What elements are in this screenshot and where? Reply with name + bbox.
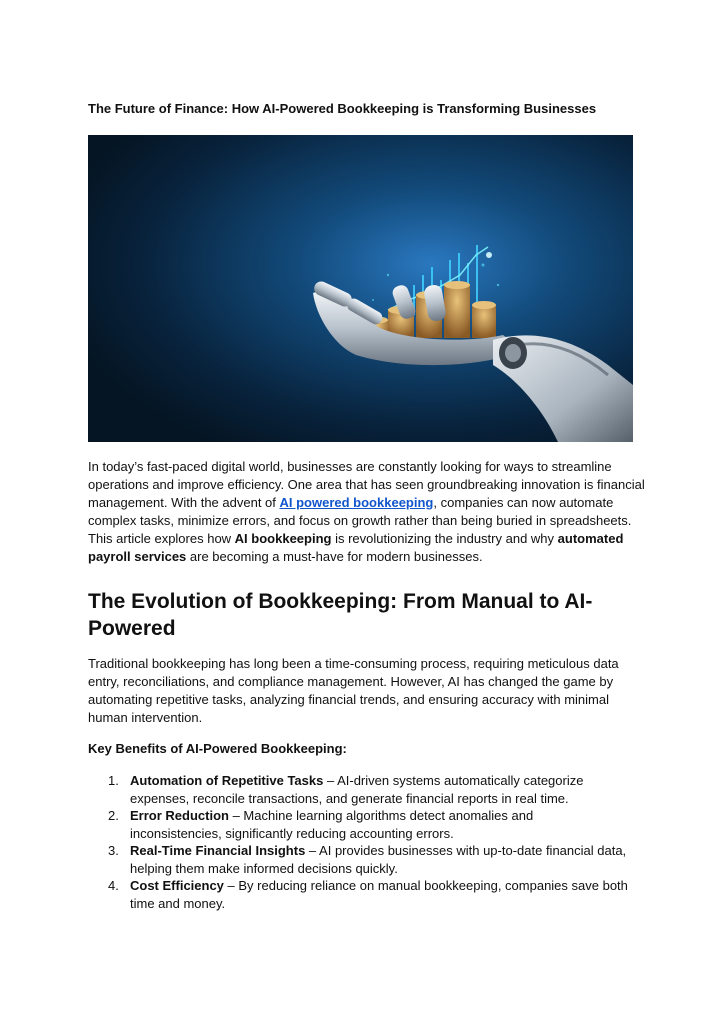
benefit-title: Automation of Repetitive Tasks (130, 773, 324, 788)
benefit-text: – AI provides businesses with up-to-date financial data, helping them make informed decisions quickly. (130, 843, 627, 876)
intro-text-1: In today’s fast-paced digital world, businesses are constantly looking for ways to streamline operations and improve efficiency. One area that has seen groundbreaking innovation is financial management. With the advent of (88, 459, 645, 510)
benefits-heading: Key Benefits of AI-Powered Bookkeeping: (88, 741, 347, 756)
benefit-item (88, 877, 628, 912)
ai-powered-bookkeeping-link[interactable]: AI powered bookkeeping (279, 495, 434, 510)
benefit-item (88, 807, 628, 842)
benefit-number: 1. (108, 773, 119, 788)
benefits-list (88, 772, 628, 912)
hero-image-robot-hand-coins (88, 135, 633, 442)
intro-bold-payroll: automated payroll services (88, 531, 624, 564)
page-title: The Future of Finance: How AI-Powered Bookkeeping is Transforming Businesses (88, 101, 597, 116)
benefit-number: 4. (108, 878, 119, 893)
section-heading: The Evolution of Bookkeeping: From Manual to AI-Powered (88, 590, 593, 640)
benefit-number: 2. (108, 808, 119, 823)
intro-text-2: , companies can now automate complex tasks, minimize errors, and focus on growth rather than being buried in spreadsheets. This article explores how (88, 495, 632, 546)
benefit-text: – Machine learning algorithms detect anomalies and inconsistencies, significantly reducing accounting errors. (130, 808, 534, 841)
benefit-title: Cost Efficiency (130, 878, 224, 893)
benefit-item (88, 842, 628, 877)
intro-bold-ai-bookkeeping: AI bookkeeping (234, 531, 332, 546)
intro-paragraph (88, 458, 648, 566)
benefit-title: Error Reduction (130, 808, 229, 823)
intro-text-4: are becoming a must-have for modern businesses. (186, 549, 483, 564)
benefit-text: – By reducing reliance on manual bookkeeping, companies save both time and money. (130, 878, 628, 911)
benefit-text: – AI-driven systems automatically categorize expenses, reconcile transactions, and generate financial reports in real time. (130, 773, 584, 806)
intro-text-3: is revolutionizing the industry and why (331, 531, 558, 546)
section-paragraph: Traditional bookkeeping has long been a time-consuming process, requiring meticulous data entry, reconciliations, and compliance management. However, AI has changed the game by automating repetitive tasks, analyzing financial trends, and ensuring accuracy with minimal human intervention. (88, 656, 619, 725)
robot-hand-illustration (88, 135, 633, 442)
benefit-item (88, 772, 628, 807)
benefit-title: Real-Time Financial Insights (130, 843, 306, 858)
benefit-number: 3. (108, 843, 119, 858)
